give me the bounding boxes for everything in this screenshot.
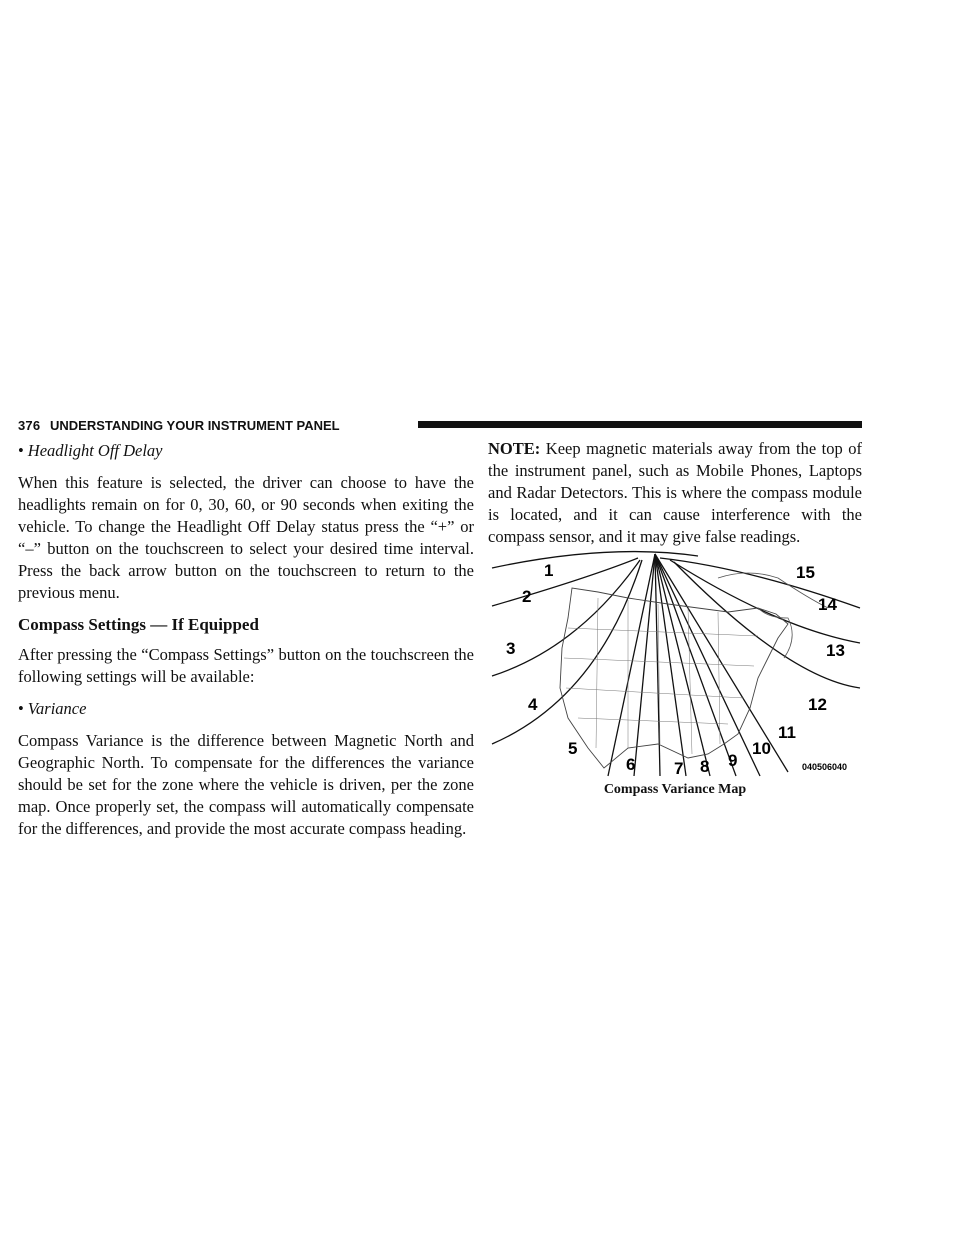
header-rule (418, 421, 862, 428)
zone-label-5: 5 (568, 739, 578, 758)
zone-label-13: 13 (826, 641, 845, 660)
bullet-text: Variance (27, 699, 87, 718)
paragraph-headlight: When this feature is selected, the driver can choose to have the headlights remain on for 0, 30, 60, or 90 seconds when exiting the vehicle. To change the Headlight Off Delay status press the “+” or “–” button on the touchscreen to select your desired time interval. Press the back arrow button on the touchscreen to return to the previous menu. (18, 473, 474, 602)
note-text: Keep magnetic materials away from the top of the instrument panel, such as Mobile Phones, Laptops and Radar Detectors. This is where the compass module is located, and it can cause interference with the compass sensor, and it may give false readings. (488, 439, 862, 546)
zone-label-12: 12 (808, 695, 827, 714)
bullet-text: Headlight Off Delay (27, 441, 163, 460)
compass-variance-map (488, 548, 862, 778)
zone-label-4: 4 (528, 695, 538, 714)
map-drawing (488, 548, 862, 778)
zone-label-11: 11 (778, 723, 796, 742)
zone-label-3: 3 (506, 639, 516, 658)
zone-label-14: 14 (818, 595, 837, 614)
zone-label-9: 9 (728, 751, 738, 770)
zone-label-6: 6 (626, 755, 636, 774)
page-number: 376 (18, 418, 41, 433)
left-column (18, 438, 474, 850)
zone-label-2: 2 (522, 587, 532, 606)
right-column (488, 438, 862, 558)
zone-label-1: 1 (544, 561, 554, 580)
bullet-variance (18, 698, 474, 720)
paragraph-compass-settings: After pressing the “Compass Settings” button on the touchscreen the following settings will be available: (18, 645, 474, 686)
zone-label-8: 8 (700, 757, 710, 776)
zone-label-7: 7 (674, 759, 684, 778)
figure-caption: Compass Variance Map (603, 782, 747, 797)
zone-label-10: 10 (752, 739, 771, 758)
bullet-dot: • (18, 699, 24, 718)
section-heading: Compass Settings — If Equipped (18, 615, 259, 634)
paragraph-variance: Compass Variance is the difference between Magnetic North and Geographic North. To compensate for the differences the variance should be set for the zone where the vehicle is driven, per the zone map. Once properly set, the compass will automatically compensate for the differences, and provide the most accurate compass heading. (18, 731, 474, 838)
bullet-dot: • (18, 441, 24, 460)
zone-label-15: 15 (796, 563, 815, 582)
note-label: NOTE: (488, 439, 541, 458)
figure-code: 040506040 (802, 762, 848, 772)
bullet-headlight-off-delay (18, 440, 474, 462)
page-header (0, 418, 960, 436)
section-title: UNDERSTANDING YOUR INSTRUMENT PANEL (50, 418, 340, 433)
note-paragraph (488, 438, 862, 548)
